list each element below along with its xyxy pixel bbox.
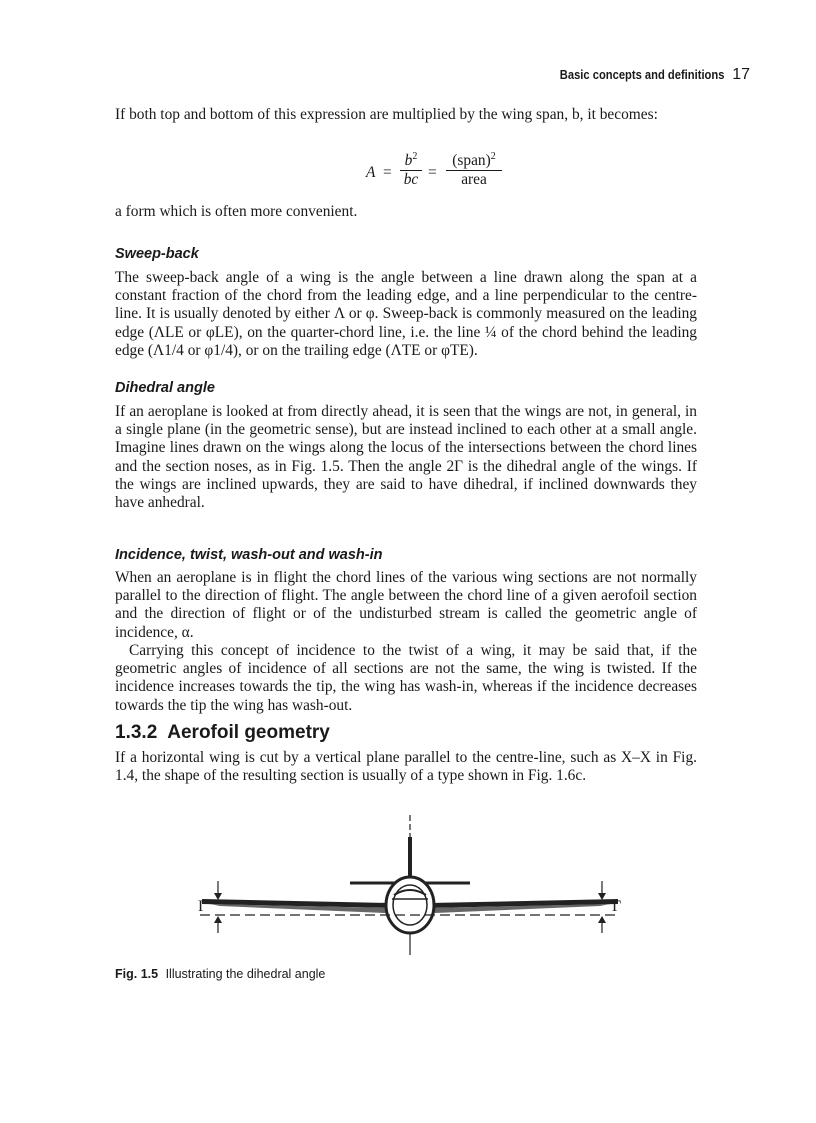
span-text: (span) [452,152,491,169]
arrow-down-icon [214,893,222,900]
section-paragraph: If a horizontal wing is cut by a vertical plane parallel to the centre-line, such as X–X in Fig. 1.4, the shape of the resulting section is usually of a type shown in Fig. 1.6c. [115,749,697,785]
equation-lhs: A [366,164,376,181]
equation-equals: = [383,164,392,181]
equation-equals: = [428,164,437,181]
fraction-numerator [446,152,502,170]
incidence-heading: Incidence, twist, wash-out and wash-in [115,547,383,563]
sweep-back-heading: Sweep-back [115,246,199,262]
exponent: 2 [490,150,496,162]
incidence-paragraph-2: Carrying this concept of incidence to the twist of a wing, it may be said that, if the geometric angles of incidence of all sections are not the same, the wing is twisted. If the incidence increases towards the tip, the wing has wash-in, whereas if the incidence decreases towards the tip the wing has wash-out. [115,642,697,714]
figure-label: Fig. 1.5 [115,967,159,981]
page-number: 17 [732,66,750,83]
fraction-denominator [400,171,422,189]
incidence-paragraph-1: When an aeroplane is in flight the chord lines of the various wing sections are not normally parallel to the direction of flight. The angle between the chord line of a given aerofoil section and the direction of flight or of the undisturbed stream is called the geometric angle of incidence, α. [115,569,697,641]
dihedral-figure [180,815,640,965]
arrow-up-icon [214,916,222,923]
var-b: b [403,171,412,188]
sweep-back-paragraph: The sweep-back angle of a wing is the angle between a line drawn along the span at a constant fraction of the chord from the leading edge, and a line perpendicular to the centre-line. It is usually denoted by either Λ or φ. Sweep-back is commonly measured on the leading edge (ΛLE or φLE), on the quarter-chord line, i.e. the line ¼ of the chord behind the leading edge (Λ1/4 or φ1/4), or on the trailing edge (ΛTE or φTE). [115,269,697,359]
running-head-title: Basic concepts and definitions [559,67,725,82]
gamma-right-label: Γ [612,898,622,915]
fraction-b-squared-over-bc [400,152,422,189]
fraction-numerator [400,152,422,170]
exponent: 2 [412,150,418,162]
var-c-bar: $\overline{c}$ [411,171,419,188]
section-number: 1.3.2 [115,722,158,743]
gamma-left-label: Γ [198,898,208,915]
figure-caption [115,967,325,981]
section-heading [115,722,330,744]
arrow-up-icon [598,916,606,923]
dihedral-paragraph: If an aeroplane is looked at from directly ahead, it is seen that the wings are not, in general, in a single plane (in the geometric sense), but are instead inclined to each other at a small angle. Imagine lines drawn on the wings along the locus of the intersections between the chord lines and the section noses, as in Fig. 1.5. Then the angle 2Γ is the dihedral angle of the wings. If the wings are inclined upwards, they are said to have dihedral, if inclined downwards they have anhedral. [115,403,697,512]
section-title: Aerofoil geometry [167,722,330,743]
aspect-ratio-equation [366,152,536,196]
running-head [533,66,750,88]
aeroplane-front-view [180,815,640,965]
after-equation-text: a form which is often more convenient. [115,203,358,220]
var-b: b [404,152,413,169]
arrow-down-icon [598,893,606,900]
figure-caption-text: Illustrating the dihedral angle [165,967,326,981]
dihedral-heading: Dihedral angle [115,380,215,396]
intro-paragraph: If both top and bottom of this expression are multiplied by the wing span, b, it becomes: [115,106,658,123]
fraction-denominator: area [461,171,487,188]
fraction-span-squared-over-area [446,152,502,189]
